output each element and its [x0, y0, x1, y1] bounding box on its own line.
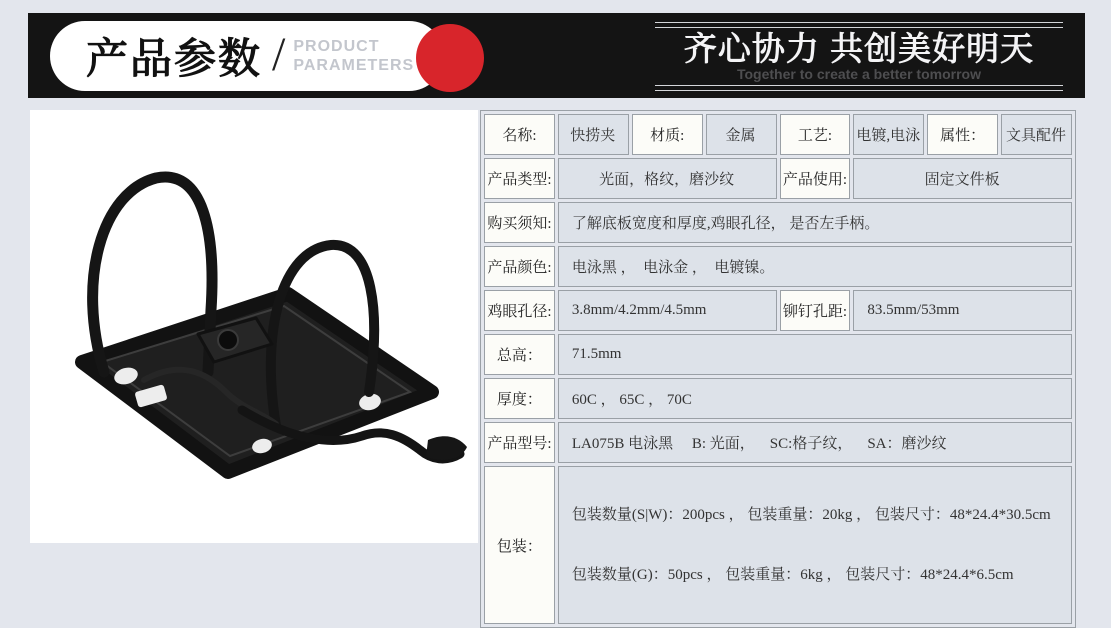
spec-row-thickness	[484, 378, 1072, 419]
lever-clip-illustration	[30, 110, 478, 543]
spec-value-usage: 固定文件板	[853, 158, 1072, 199]
spec-label-name: 名称:	[484, 114, 555, 155]
spec-label-eyelet: 鸡眼孔径:	[484, 290, 555, 331]
slogan-bottom-rule	[655, 85, 1063, 91]
spec-label-type: 产品类型:	[484, 158, 555, 199]
spec-label-height: 总高：	[484, 334, 555, 375]
spec-label-rivet: 铆钉孔距:	[780, 290, 851, 331]
page-title-en	[293, 37, 414, 75]
spec-value-rivet: 83.5mm/53mm	[853, 290, 1072, 331]
packing-line-1: 包装数量(S|W)：200pcs ， 包装重量：20kg ， 包装尺寸：48*24.4*30.5cm	[571, 507, 1051, 523]
spec-value-notice: 了解底板宽度和厚度,鸡眼孔径， 是否左手柄。	[558, 202, 1072, 243]
title-pill	[50, 21, 444, 91]
spec-row-color	[484, 246, 1072, 287]
spec-row-type	[484, 158, 1072, 199]
spec-label-model: 产品型号:	[484, 422, 555, 463]
product-photo	[30, 110, 478, 543]
slogan-text: 齐心协力 共创美好明天	[683, 30, 1035, 67]
title-divider: /	[272, 27, 286, 81]
spec-row-eyelet	[484, 290, 1072, 331]
spec-value-material: 金属	[706, 114, 777, 155]
product-spec-table	[480, 110, 1076, 628]
page-title-en-line2: PARAMETERS	[293, 57, 415, 74]
spec-row-notice	[484, 202, 1072, 243]
packing-line-2: 包装数量(G)：50pcs ， 包装重量：6kg ， 包装尺寸：48*24.4*6.5cm	[571, 567, 1014, 583]
spec-value-process: 电镀,电泳	[853, 114, 924, 155]
spec-value-eyelet: 3.8mm/4.2mm/4.5mm	[558, 290, 777, 331]
spec-row-packing	[484, 466, 1072, 624]
spec-value-packing	[558, 466, 1072, 624]
spec-value-name: 快捞夹	[558, 114, 629, 155]
top-banner	[28, 13, 1085, 98]
spec-value-model: LA075B 电泳黑 B: 光面， SC:格子纹， SA：磨沙纹	[558, 422, 1072, 463]
spec-value-attribute: 文具配件	[1001, 114, 1072, 155]
spec-row-height	[484, 334, 1072, 375]
page-title: 产品参数	[86, 37, 263, 83]
red-dot-icon	[416, 24, 484, 92]
spec-label-material: 材质:	[632, 114, 703, 155]
spec-value-color: 电泳黑 ， 电泳金 ， 电镀镍。	[558, 246, 1072, 287]
slogan-subtext: Together to create a better tomorrow	[736, 66, 981, 82]
spec-label-attribute: 属性：	[927, 114, 998, 155]
spec-value-type: 光面，格纹，磨沙纹	[558, 158, 777, 199]
spec-label-color: 产品颜色:	[484, 246, 555, 287]
spec-row-model	[484, 422, 1072, 463]
slogan-top-rule	[655, 22, 1063, 28]
spec-label-usage: 产品使用:	[780, 158, 851, 199]
slogan-block	[655, 22, 1063, 91]
spec-value-height: 71.5mm	[558, 334, 1072, 375]
page-title-en-line1: PRODUCT	[293, 38, 380, 55]
spec-value-thickness: 60C ， 65C ， 70C	[558, 378, 1072, 419]
spec-label-notice: 购买须知:	[484, 202, 555, 243]
spec-label-packing: 包装：	[484, 466, 555, 624]
spec-label-thickness: 厚度：	[484, 378, 555, 419]
spec-row-name	[484, 114, 1072, 155]
spec-label-process: 工艺:	[780, 114, 851, 155]
